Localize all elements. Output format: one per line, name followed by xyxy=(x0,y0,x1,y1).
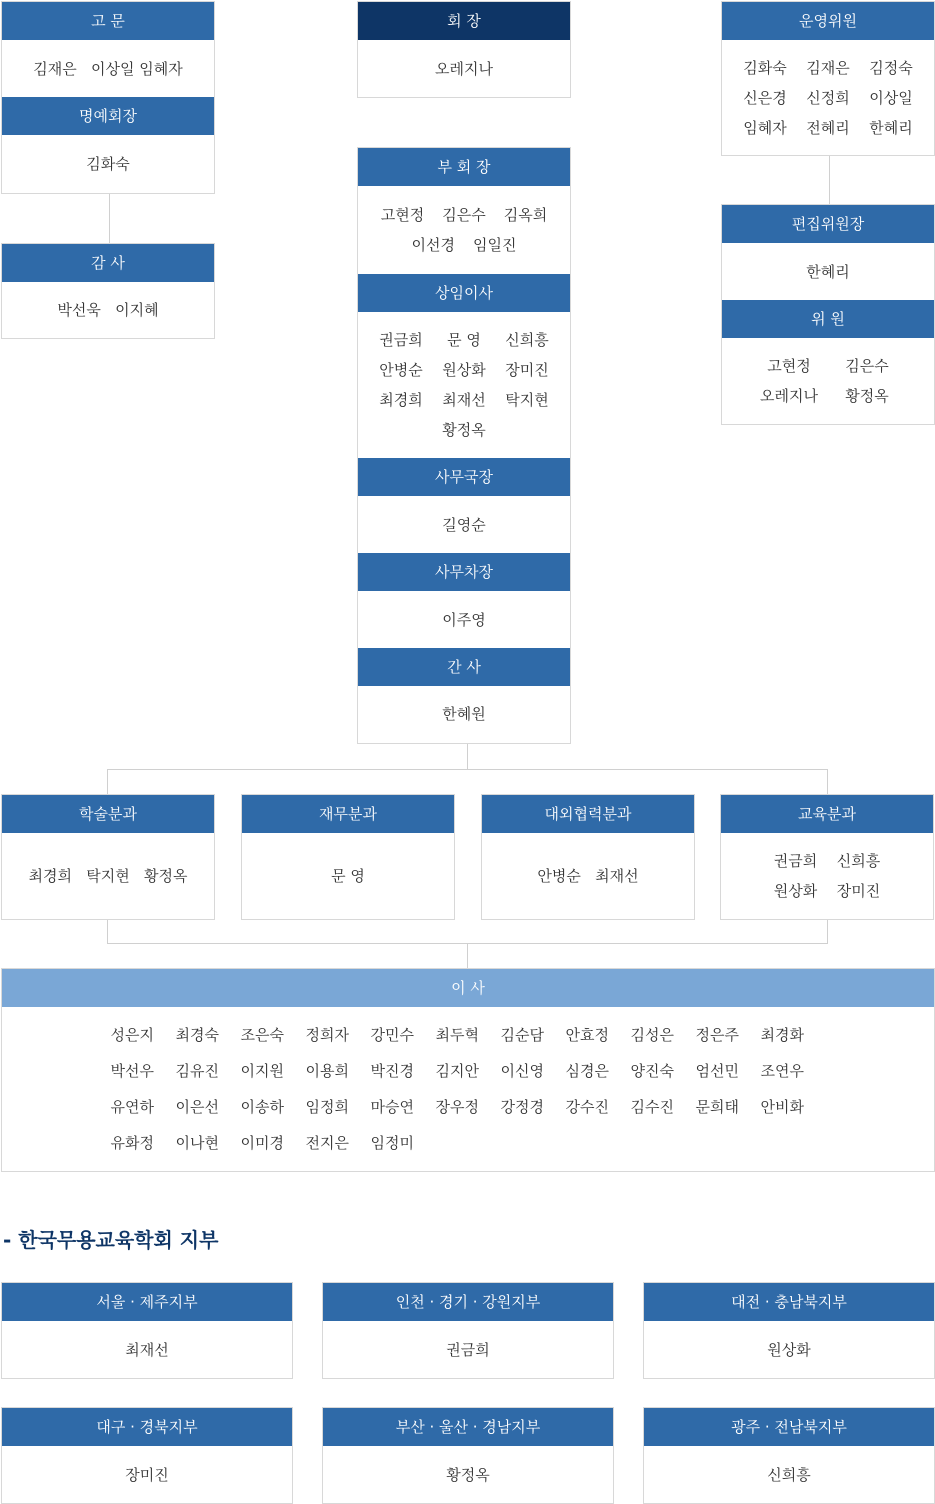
board-member-name: 전지은 xyxy=(305,1134,349,1152)
division-card xyxy=(1,794,215,920)
standing-name: 탁지현 xyxy=(505,391,549,409)
board-member-name: 최경숙 xyxy=(175,1026,219,1044)
board-member-name: 이신영 xyxy=(500,1062,544,1080)
connector-line xyxy=(107,919,108,943)
board-member-name: 마승연 xyxy=(370,1098,414,1116)
division-name: 원상화 xyxy=(773,882,818,900)
standing-name: 문 영 xyxy=(447,331,481,349)
board-member-name: 안비화 xyxy=(760,1098,804,1116)
board-names xyxy=(111,1020,826,1158)
board-member-name: 김지안 xyxy=(435,1062,479,1080)
president-card xyxy=(357,1,571,98)
division-header: 대외협력분과 xyxy=(482,795,694,833)
editors-card xyxy=(721,204,935,425)
steering-name: 신은경 xyxy=(743,88,787,107)
branch-name: 황정옥 xyxy=(446,1465,490,1484)
division-name: 신희흥 xyxy=(836,852,881,870)
board-member-name: 임정희 xyxy=(305,1098,349,1116)
board-member-name: 박선우 xyxy=(110,1062,154,1080)
board-member-name: 이미경 xyxy=(240,1134,284,1152)
staff-names: 한혜원 xyxy=(442,705,486,723)
division-names: 안병순 최재선 xyxy=(537,867,639,885)
board-member-name: 조은숙 xyxy=(240,1026,284,1044)
editor-name: 황정옥 xyxy=(845,387,889,405)
standing-name xyxy=(505,415,550,445)
board-member-name: 양진숙 xyxy=(630,1062,674,1080)
auditor-card xyxy=(1,243,215,339)
standing-name: 원상화 xyxy=(442,361,486,379)
connector-line xyxy=(109,193,110,243)
president-names: 오레지나 xyxy=(435,59,493,78)
board-member-name: 정희자 xyxy=(305,1026,349,1044)
steering-name: 한혜리 xyxy=(869,118,913,137)
branch-card xyxy=(643,1407,935,1504)
board-member-name: 성은지 xyxy=(110,1026,154,1044)
branch-card xyxy=(322,1407,614,1504)
standing-name: 최경희 xyxy=(379,391,423,409)
connector-line xyxy=(467,743,468,769)
branch-card xyxy=(1,1407,293,1504)
division-name: 장미진 xyxy=(836,882,881,900)
board-member-name: 이은선 xyxy=(175,1098,219,1116)
standing-name: 황정옥 xyxy=(442,421,486,439)
branch-name: 신희흥 xyxy=(767,1465,811,1484)
vp-name: 이선경 xyxy=(411,236,455,254)
editor-chief-names: 한혜리 xyxy=(806,262,850,281)
advisor-header: 고 문 xyxy=(2,2,214,40)
connector-line xyxy=(107,769,828,770)
steering-name: 김정숙 xyxy=(869,58,913,77)
board-member-name: 김수진 xyxy=(630,1098,674,1116)
board-member-name: 이송하 xyxy=(240,1098,284,1116)
auditor-header: 감 사 xyxy=(2,244,214,282)
branch-name: 최재선 xyxy=(125,1340,169,1359)
executive-card xyxy=(357,147,571,744)
board-member-name: 강민수 xyxy=(370,1026,414,1044)
board-member-name: 최경화 xyxy=(760,1026,804,1044)
vp-name: 고현정 xyxy=(380,206,425,224)
standing-header: 상임이사 xyxy=(358,274,570,312)
board-member-name: 유화정 xyxy=(110,1134,154,1152)
board-member-name: 유연하 xyxy=(110,1098,154,1116)
deputy-header: 사무차장 xyxy=(358,553,570,591)
division-card xyxy=(241,794,455,920)
board-member-name: 장우정 xyxy=(435,1098,479,1116)
advisor-card xyxy=(1,1,215,194)
deputy-names: 이주영 xyxy=(442,610,486,629)
editor-name: 오레지나 xyxy=(760,387,818,405)
honorary-header: 명예회장 xyxy=(2,97,214,135)
connector-line xyxy=(467,943,468,968)
branch-header: 인천 · 경기 · 강원지부 xyxy=(323,1283,613,1321)
division-header: 재무분과 xyxy=(242,795,454,833)
board-member-name: 김성은 xyxy=(630,1026,674,1044)
vp-header: 부 회 장 xyxy=(358,148,570,186)
board-member-name: 강수진 xyxy=(565,1098,609,1116)
board-member-name: 박진경 xyxy=(370,1062,414,1080)
staff-header: 간 사 xyxy=(358,648,570,686)
board-member-name: 정은주 xyxy=(695,1026,739,1044)
division-card xyxy=(481,794,695,920)
connector-line xyxy=(829,155,830,204)
board-member-name: 강정경 xyxy=(500,1098,544,1116)
board-member-name: 이나현 xyxy=(175,1134,219,1152)
secretary-general-header: 사무국장 xyxy=(358,458,570,496)
branch-header: 광주 · 전남북지부 xyxy=(644,1408,934,1446)
vp-name: 김은수 xyxy=(442,206,486,224)
steering-name: 전혜리 xyxy=(806,118,850,137)
board-header: 이 사 xyxy=(2,969,934,1007)
connector-line xyxy=(827,919,828,943)
branch-card xyxy=(643,1282,935,1379)
standing-name: 신희흥 xyxy=(505,331,549,349)
division-card xyxy=(720,794,934,920)
steering-card xyxy=(721,1,935,156)
standing-name xyxy=(379,415,424,445)
branch-header: 서울 · 제주지부 xyxy=(2,1283,292,1321)
editor-chief-header: 편집위원장 xyxy=(722,205,934,243)
branch-header: 대구 · 경북지부 xyxy=(2,1408,292,1446)
standing-name: 안병순 xyxy=(379,361,423,379)
board-member-name: 엄선민 xyxy=(695,1062,739,1080)
branch-header: 부산 · 울산 · 경남지부 xyxy=(323,1408,613,1446)
board-member-name: 심경은 xyxy=(565,1062,609,1080)
editors-header: 위 원 xyxy=(722,300,934,338)
connector-line xyxy=(107,769,108,794)
board-member-name: 문희태 xyxy=(695,1098,739,1116)
division-names: 문 영 xyxy=(331,867,365,885)
auditor-names: 박선욱 이지혜 xyxy=(57,301,159,319)
board-member-name: 이지원 xyxy=(240,1062,284,1080)
board-member-name: 김순담 xyxy=(500,1026,544,1044)
branch-card xyxy=(322,1282,614,1379)
editor-name: 고현정 xyxy=(767,357,811,375)
steering-name: 신정희 xyxy=(806,88,850,107)
standing-name: 권금희 xyxy=(379,331,423,349)
steering-name: 이상일 xyxy=(869,88,913,107)
steering-name: 김재은 xyxy=(806,58,850,77)
advisor-names: 김재은 이상일 임혜자 xyxy=(33,59,183,78)
branch-name: 원상화 xyxy=(767,1340,811,1359)
branches-title: - 한국무용교육학회 지부 xyxy=(3,1228,219,1252)
board-member-name: 김유진 xyxy=(175,1062,219,1080)
board-member-name: 최두혁 xyxy=(435,1026,479,1044)
vp-name: 임일진 xyxy=(473,236,517,254)
editor-name: 김은수 xyxy=(845,357,889,375)
president-header: 회 장 xyxy=(358,2,570,40)
branch-header: 대전 · 충남북지부 xyxy=(644,1283,934,1321)
board-member-name: 안효정 xyxy=(565,1026,609,1044)
division-names: 최경희 탁지현 황정옥 xyxy=(28,867,188,885)
division-header: 교육분과 xyxy=(721,795,933,833)
secretary-general-names: 길영순 xyxy=(442,515,486,534)
board-member-name: 임정미 xyxy=(370,1134,414,1152)
connector-line xyxy=(827,769,828,794)
vp-name: 김옥희 xyxy=(503,206,548,224)
branch-name: 권금희 xyxy=(446,1340,490,1359)
steering-header: 운영위원 xyxy=(722,2,934,40)
steering-name: 임혜자 xyxy=(743,118,787,137)
branch-name: 장미진 xyxy=(125,1465,169,1484)
division-name: 권금희 xyxy=(773,852,818,870)
board-card xyxy=(1,968,935,1172)
board-member-name: 조연우 xyxy=(760,1062,804,1080)
standing-name: 장미진 xyxy=(505,361,549,379)
steering-name: 김화숙 xyxy=(743,58,787,77)
honorary-names: 김화숙 xyxy=(86,154,130,173)
standing-name: 최재선 xyxy=(442,391,486,409)
board-member-name: 이용희 xyxy=(305,1062,349,1080)
division-header: 학술분과 xyxy=(2,795,214,833)
branch-card xyxy=(1,1282,293,1379)
